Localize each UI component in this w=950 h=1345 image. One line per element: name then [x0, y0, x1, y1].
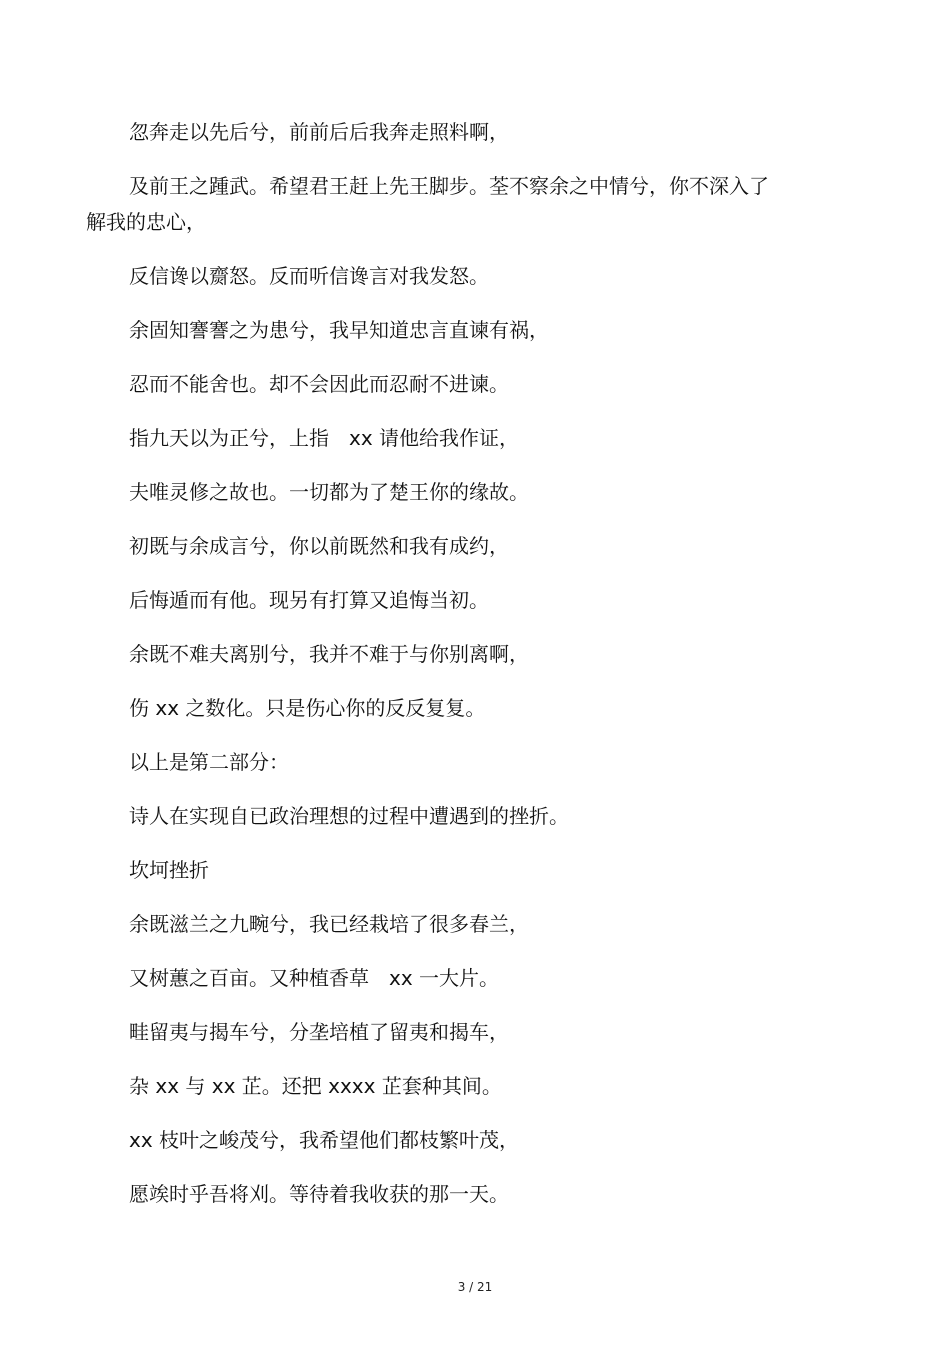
text-line: 余固知謇謇之为患兮，我早知道忠言直谏有祸， [129, 318, 549, 342]
text-line: 畦留夷与揭车兮，分垄培植了留夷和揭车， [129, 1020, 509, 1044]
text-line: 诗人在实现自已政治理想的过程中遭遇到的挫折。 [129, 804, 569, 828]
subheading: 坎坷挫折 [129, 858, 209, 882]
text-line: 初既与余成言兮，你以前既然和我有成约， [129, 534, 509, 558]
text-line: 又树蕙之百亩。又种植香草 xx 一大片。 [129, 966, 500, 990]
text-line: 忽奔走以先后兮，前前后后我奔走照料啊， [129, 120, 509, 144]
text-line: xx 枝叶之峻茂兮，我希望他们都枝繁叶茂， [129, 1128, 520, 1152]
text-line-continued: 解我的忠心， [86, 210, 206, 234]
text-line: 夫唯灵修之故也。一切都为了楚王你的缘故。 [129, 480, 529, 504]
text-line: 反信谗以齌怒。反而听信谗言对我发怒。 [129, 264, 489, 288]
text-line: 忍而不能舍也。却不会因此而忍耐不进谏。 [129, 372, 509, 396]
text-line: 后悔遁而有他。现另有打算又追悔当初。 [129, 588, 489, 612]
text-line: 及前王之踵武。希望君王赶上先王脚步。荃不察余之中情兮，你不深入了 [129, 174, 769, 198]
text-line: 余既不难夫离别兮，我并不难于与你别离啊， [129, 642, 529, 666]
text-line: 杂 xx 与 xx 芷。还把 xxxx 芷套种其间。 [129, 1074, 502, 1098]
text-line: 余既滋兰之九畹兮，我已经栽培了很多春兰， [129, 912, 529, 936]
text-line: 指九天以为正兮，上指 xx 请他给我作证， [129, 426, 520, 450]
text-line: 愿竢时乎吾将刈。等待着我收获的那一天。 [129, 1182, 509, 1206]
section-heading: 以上是第二部分： [129, 750, 289, 774]
page-number: 3 / 21 [457, 1280, 493, 1294]
text-line: 伤 xx 之数化。只是伤心你的反反复复。 [129, 696, 486, 720]
